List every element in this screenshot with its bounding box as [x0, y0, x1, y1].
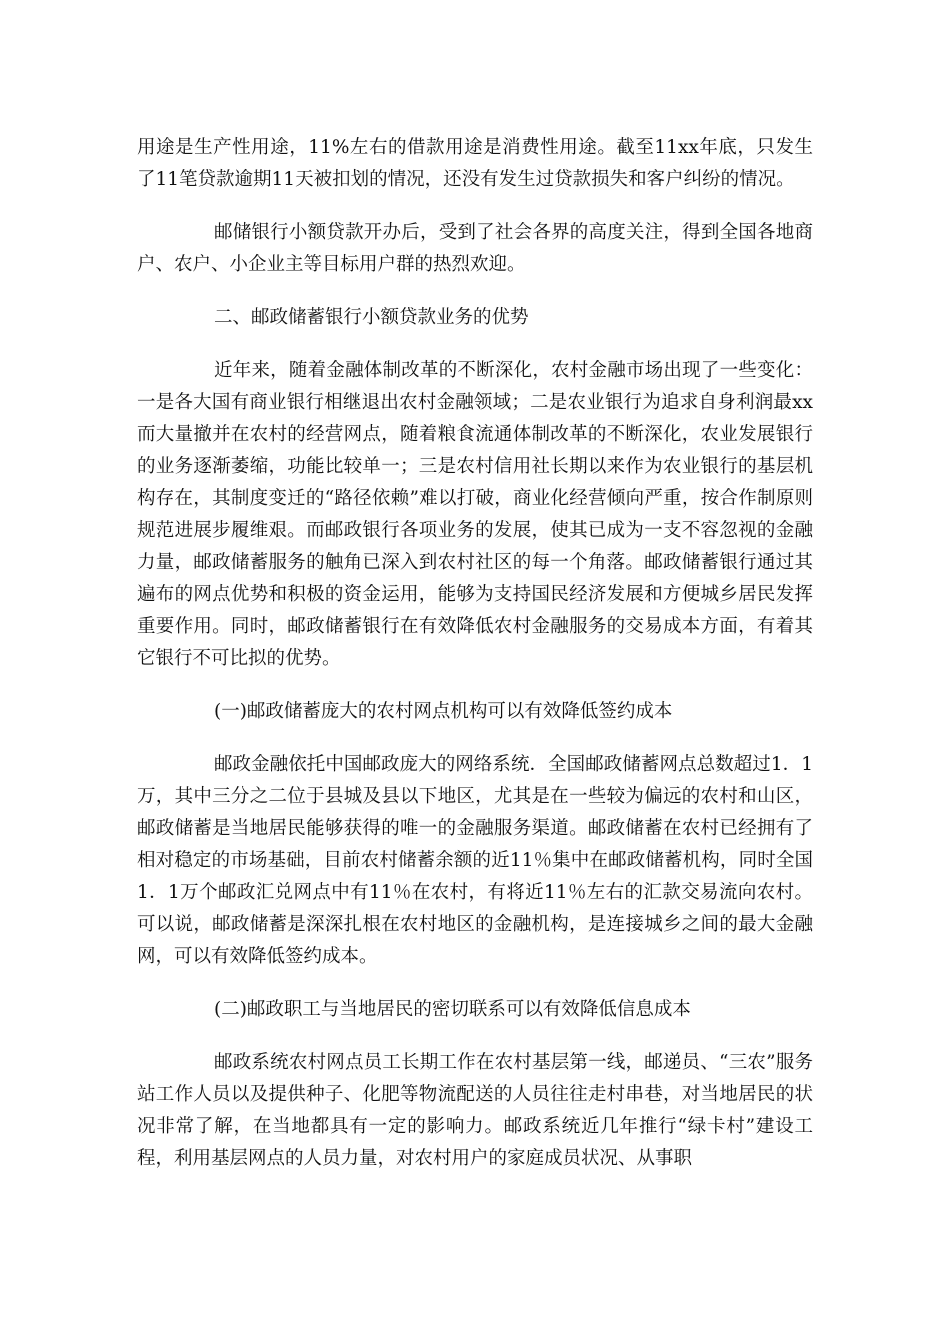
paragraph-staff-relations: 邮政系统农村网点员工长期工作在农村基层第一线，邮递员、“三农”服务站工作人员以及提供种子、化肥等物流配送的人员往往走村串巷，对当地居民的状况非常了解，在当地都具有一定的影响力。邮政系统近几年推行“绿卡村”建设工程，利用基层网点的人员力量，对农村用户的家庭成员状况、从事职: [137, 1052, 813, 1169]
document-body: [137, 132, 813, 1196]
paragraph-reception: 邮储银行小额贷款开办后，受到了社会各界的高度关注，得到全国各地商户、农户、小企业主等目标用户群的热烈欢迎。: [137, 222, 813, 275]
subheading-network-cost: (一)邮政储蓄庞大的农村网点机构可以有效降低签约成本: [214, 701, 673, 722]
paragraph-network: 邮政金融依托中国邮政庞大的网络系统．全国邮政储蓄网点总数超过1．1万，其中三分之二位于县城及县以下地区，尤其是在一些较为偏远的农村和山区，邮政储蓄是当地居民能够获得的唯一的金融服务渠道。邮政储蓄在农村已经拥有了相对稳定的市场基础，目前农村储蓄余额的近11％集中在邮政储蓄机构，同时全国1．1万个邮政汇兑网点中有11％在农村，有将近11％左右的汇款交易流向农村。可以说，邮政储蓄是深深扎根在农村地区的金融机构，是连接城乡之间的最大金融网，可以有效降低签约成本。: [137, 754, 813, 967]
subheading-information-cost: (二)邮政职工与当地居民的密切联系可以有效降低信息成本: [214, 999, 691, 1020]
section-heading-advantages: 二、邮政储蓄银行小额贷款业务的优势: [214, 307, 529, 328]
paragraph-continuation: 用途是生产性用途，11%左右的借款用途是消费性用途。截至11xx年底，只发生了11笔贷款逾期11天被扣划的情况，还没有发生过贷款损失和客户纠纷的情况。: [137, 137, 813, 190]
paragraph-market-changes: 近年来，随着金融体制改革的不断深化，农村金融市场出现了一些变化：一是各大国有商业银行相继退出农村金融领域；二是农业银行为追求自身利润最xx而大量撤并在农村的经营网点，随着粮食流通体制改革的不断深化，农业发展银行的业务逐渐萎缩，功能比较单一；三是农村信用社长期以来作为农业银行的基层机构存在，其制度变迁的“路径依赖”难以打破，商业化经营倾向严重，按合作制原则规范进展步履维艰。而邮政银行各项业务的发展，使其已成为一支不容忽视的金融力量，邮政储蓄服务的触角已深入到农村社区的每一个角落。邮政储蓄银行通过其遍布的网点优势和积极的资金运用，能够为支持国民经济发展和方便城乡居民发挥重要作用。同时，邮政储蓄银行在有效降低农村金融服务的交易成本方面，有着其它银行不可比拟的优势。: [137, 360, 813, 669]
